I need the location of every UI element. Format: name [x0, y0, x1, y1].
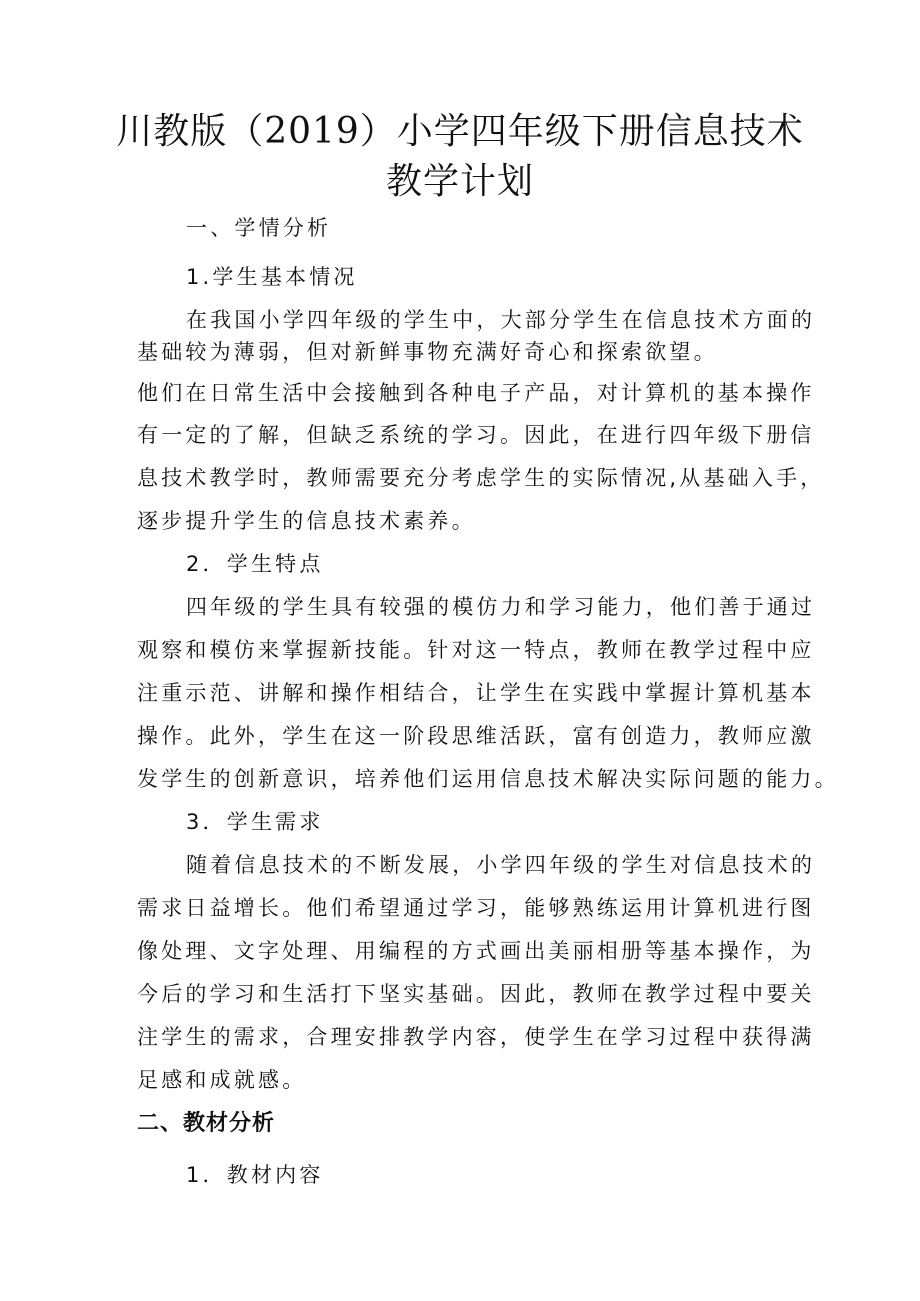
paragraph-line: 观察和模仿来掌握新技能。针对这一特点，教师在教学过程中应: [137, 638, 815, 662]
paragraph-line: 需求日益增长。他们希望通过学习，能够熟练运用计算机进行图: [137, 896, 815, 920]
document-title-line1: 川教版（2019）小学四年级下册信息技术: [116, 111, 804, 152]
paragraph-line: 注学生的需求，合理安排教学内容，使学生在学习过程中获得满: [137, 1025, 815, 1049]
section2-heading: 二、教材分析: [137, 1111, 276, 1136]
paragraph-line: 息技术教学时，教师需要充分考虑学生的实际情况,从基础入手，: [137, 466, 825, 490]
paragraph-line: 足感和成就感。: [137, 1068, 307, 1092]
section1-sub2-heading: 2．学生特点: [186, 552, 324, 576]
paragraph-line: 四年级的学生具有较强的模仿力和学习能力，他们善于通过: [186, 595, 816, 619]
paragraph-line: 在我国小学四年级的学生中，大部分学生在信息技术方面的: [186, 308, 816, 332]
section1-sub3-heading: 3．学生需求: [186, 810, 324, 834]
paragraph-line: 像处理、文字处理、用编程的方式画出美丽相册等基本操作，为: [137, 939, 815, 963]
section1-heading: 一、学情分析: [186, 216, 332, 240]
paragraph-line: 逐步提升学生的信息技术素养。: [137, 509, 476, 533]
paragraph-line: 有一定的了解，但缺乏系统的学习。因此，在进行四年级下册信: [137, 423, 815, 447]
document-title-line2: 教学计划: [385, 161, 534, 202]
paragraph-line: 注重示范、讲解和操作相结合，让学生在实践中掌握计算机基本: [137, 681, 815, 705]
paragraph-line: 随着信息技术的不断发展，小学四年级的学生对信息技术的: [186, 853, 816, 877]
section2-sub1-heading: 1．教材内容: [186, 1163, 324, 1187]
paragraph-line: 基础较为薄弱，但对新鲜事物充满好奇心和探索欲望。: [137, 340, 718, 364]
paragraph-line: 他们在日常生活中会接触到各种电子产品，对计算机的基本操作: [137, 381, 815, 405]
paragraph-line: 操作。此外，学生在这一阶段思维活跃，富有创造力，教师应激: [137, 724, 815, 748]
paragraph-line: 发学生的创新意识，培养他们运用信息技术解决实际问题的能力。: [137, 767, 839, 791]
paragraph-line: 今后的学习和生活打下坚实基础。因此，教师在教学过程中要关: [137, 982, 815, 1006]
section1-sub1-heading: 1.学生基本情况: [186, 265, 358, 289]
